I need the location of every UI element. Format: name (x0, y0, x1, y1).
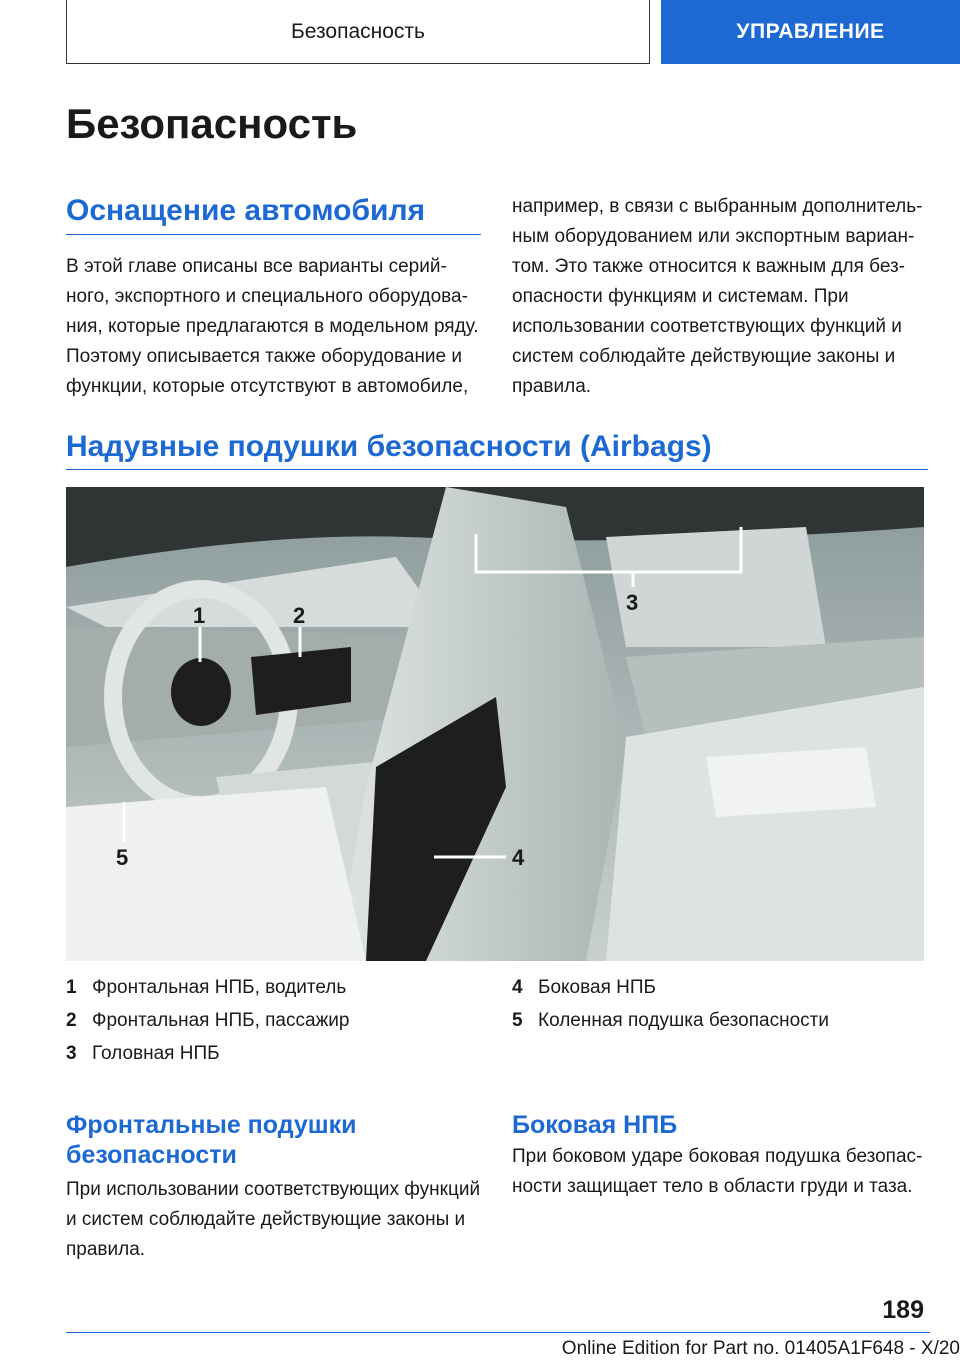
legend-number: 3 (66, 1043, 77, 1064)
legend-item (512, 973, 656, 1003)
car-interior-illustration (66, 487, 924, 961)
front-airbags-heading: Фронтальные подушки безопасности (66, 1111, 357, 1169)
legend-number: 5 (512, 1010, 523, 1031)
callout-label-3: 3 (626, 590, 639, 615)
legend-item (66, 973, 346, 1003)
armrest (706, 747, 876, 817)
legend-number: 1 (66, 977, 77, 998)
callout-label-1: 1 (193, 603, 206, 628)
page-number: 189 (882, 1296, 924, 1324)
header-chapter-tab (661, 0, 960, 64)
front-airbags-text: При использовании соответствующих функций и систем соблюдайте действующие законы и правила. (66, 1179, 481, 1260)
front-seat-cushion (66, 787, 366, 961)
legend-item (512, 1006, 829, 1036)
callout-label-2: 2 (293, 603, 306, 628)
legend-number: 2 (66, 1010, 77, 1031)
legend-item (66, 1006, 349, 1036)
legend-label: Головная НПБ (92, 1043, 220, 1064)
airbags-heading-rule (66, 469, 928, 470)
equipment-heading-rule (66, 234, 481, 235)
legend-label: Фронтальная НПБ, пассажир (92, 1010, 350, 1031)
legend-label: Боковая НПБ (538, 977, 656, 998)
legend-label: Коленная подушка безопасности (538, 1010, 829, 1031)
airbags-heading: Надувные подушки безопасности (Airbags) (66, 430, 712, 463)
side-airbag-heading: Боковая НПБ (512, 1111, 678, 1139)
side-window (606, 527, 826, 647)
header-section-label: Безопасность (291, 19, 425, 43)
callout-label-5: 5 (116, 845, 129, 870)
header-chapter-label: УПРАВЛЕНИЕ (736, 20, 885, 43)
equipment-text-col1: В этой главе описаны все варианты серий- ного, экспортного и специального оборудова- ния, которые предлагаются в модельном ряду. Поэтому описывается также оборудование и функции, которые отсутствуют в автомобиле, (66, 256, 479, 397)
legend-number: 4 (512, 977, 523, 998)
legend-item (66, 1039, 220, 1069)
side-airbag-text: При боковом ударе боковая подушка безопас- ности защищает тело в области груди и таза. (512, 1146, 923, 1197)
page-title: Безопасность (66, 100, 358, 147)
legend-label: Фронтальная НПБ, водитель (92, 977, 347, 998)
equipment-heading: Оснащение автомобиля (66, 194, 426, 227)
footer-rule (66, 1332, 930, 1333)
header-section-tab (66, 0, 650, 64)
callout-label-4: 4 (512, 845, 525, 870)
equipment-text-col2: например, в связи с выбранным дополнитель- ным оборудованием или экспортным вариан- том. Это также относится к важным для без- опасности функциям и системам. При использовании соответствующих функций и систем соблюдайте действующие законы и правила. (512, 196, 923, 397)
driver-airbag-mark (171, 658, 231, 726)
footer-edition-text: Online Edition for Part no. 01405A1F648 - X/20 (561, 1338, 960, 1359)
